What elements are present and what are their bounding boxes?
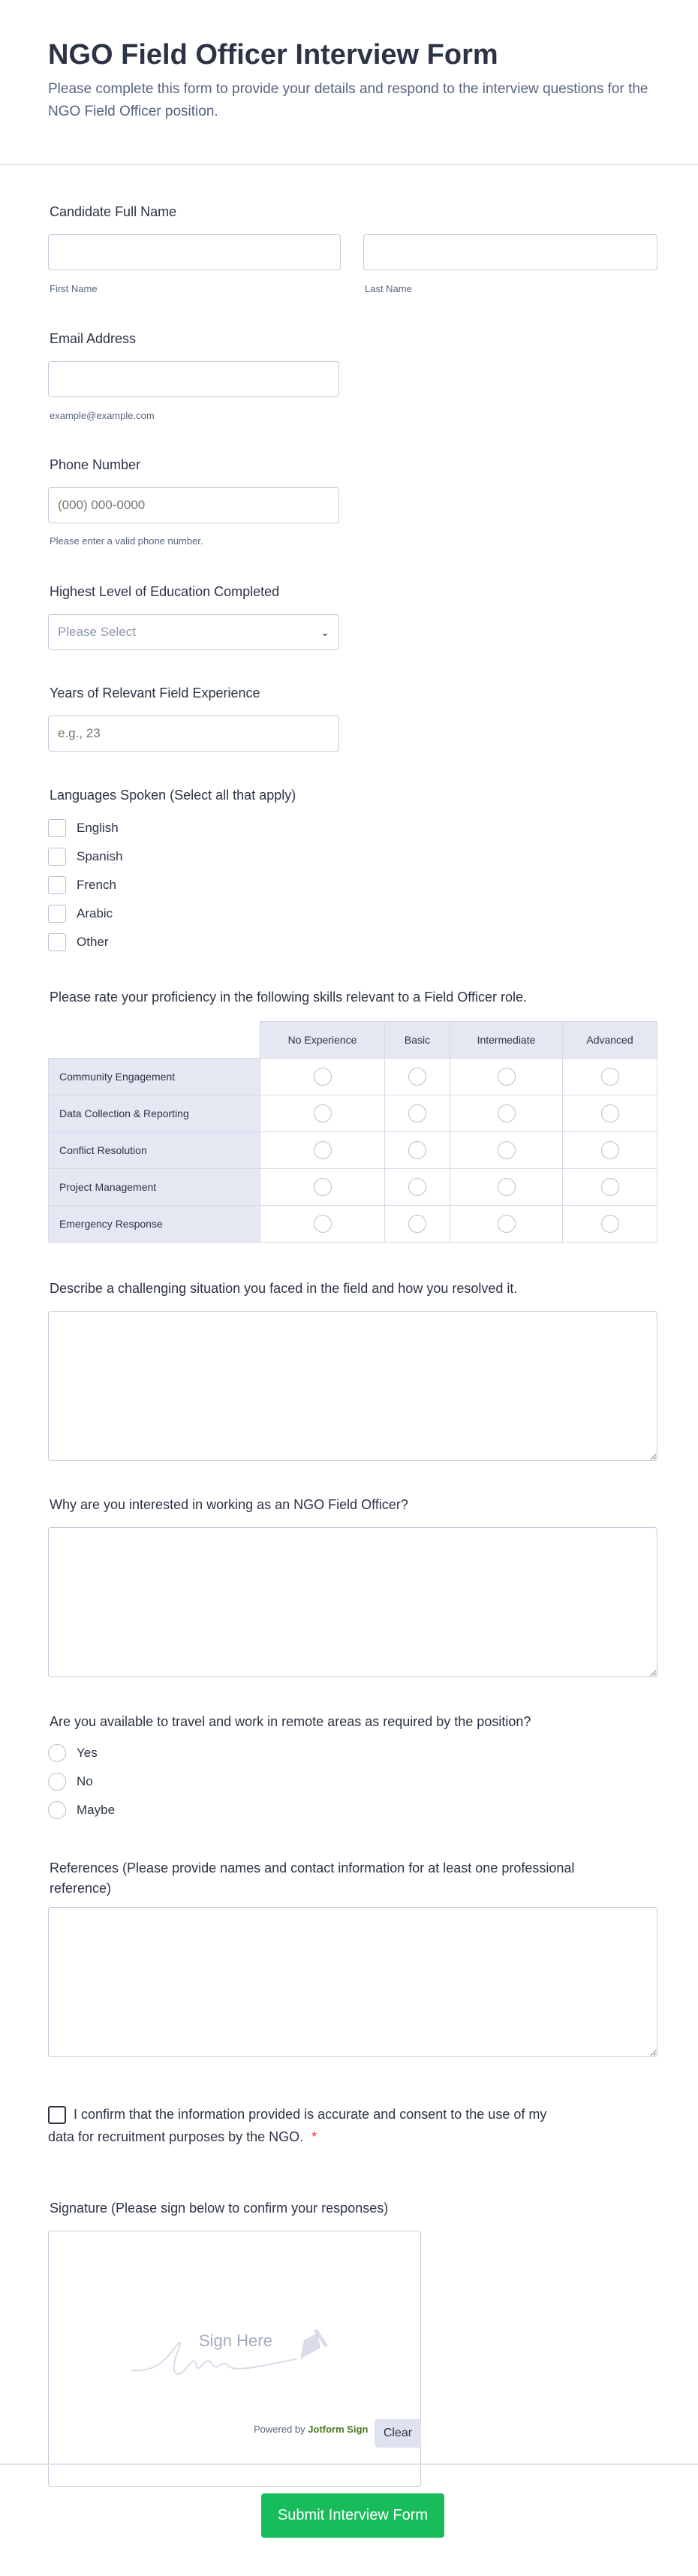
matrix-radio[interactable] xyxy=(314,1178,332,1196)
education-select[interactable] xyxy=(48,614,339,650)
matrix-cell xyxy=(260,1206,385,1243)
experience-input[interactable] xyxy=(48,716,339,752)
checkbox[interactable] xyxy=(48,819,66,837)
matrix-radio[interactable] xyxy=(498,1141,516,1159)
option-label: Yes xyxy=(77,1746,98,1760)
last-name-input[interactable] xyxy=(363,234,657,270)
matrix-label: Please rate your proficiency in the following skills relevant to a Field Officer role. xyxy=(50,990,527,1005)
submit-button[interactable]: Submit Interview Form xyxy=(261,2493,444,2538)
matrix-cell xyxy=(563,1206,657,1243)
matrix-radio[interactable] xyxy=(408,1178,426,1196)
option-label: No xyxy=(77,1774,93,1788)
phone-label: Phone Number xyxy=(50,457,141,472)
matrix-cell xyxy=(260,1059,385,1095)
matrix-radio[interactable] xyxy=(408,1068,426,1086)
language-option-spanish[interactable] xyxy=(48,848,122,866)
travel-option-no[interactable] xyxy=(48,1773,93,1791)
matrix-row xyxy=(49,1132,657,1169)
matrix-cell xyxy=(450,1059,563,1095)
option-label: Maybe xyxy=(77,1803,116,1817)
matrix-row xyxy=(49,1169,657,1206)
jotform-sign-link[interactable]: Jotform Sign xyxy=(308,2424,369,2435)
challenge-textarea[interactable] xyxy=(48,1311,657,1461)
matrix-radio[interactable] xyxy=(498,1068,516,1086)
option-label: Arabic xyxy=(77,906,113,920)
matrix-radio[interactable] xyxy=(601,1178,619,1196)
matrix-radio[interactable] xyxy=(408,1104,426,1122)
language-option-other[interactable] xyxy=(48,933,109,951)
signature-label: Signature (Please sign below to confirm your responses) xyxy=(50,2201,389,2216)
matrix-radio[interactable] xyxy=(601,1215,619,1233)
matrix-row-label: Emergency Response xyxy=(49,1206,260,1243)
signature-pen-icon xyxy=(124,2325,349,2385)
first-name-input[interactable] xyxy=(48,234,341,270)
matrix-col-header: No Experience xyxy=(260,1022,385,1059)
matrix-cell xyxy=(385,1095,450,1132)
consent-checkbox[interactable] xyxy=(48,2106,66,2124)
matrix-cell xyxy=(563,1095,657,1132)
matrix-row-label: Data Collection & Reporting xyxy=(49,1095,260,1132)
matrix-radio[interactable] xyxy=(314,1215,332,1233)
signature-pad[interactable] xyxy=(48,2231,421,2487)
travel-option-maybe[interactable] xyxy=(48,1801,115,1819)
language-option-english[interactable] xyxy=(48,819,119,837)
matrix-cell xyxy=(260,1132,385,1169)
matrix-radio[interactable] xyxy=(498,1178,516,1196)
header-divider xyxy=(0,164,698,165)
language-option-arabic[interactable] xyxy=(48,905,113,923)
checkbox[interactable] xyxy=(48,876,66,894)
matrix-row xyxy=(49,1059,657,1095)
matrix-radio[interactable] xyxy=(314,1068,332,1086)
phone-input[interactable] xyxy=(48,487,339,523)
travel-label: Are you available to travel and work in remote areas as required by the position? xyxy=(50,1714,531,1729)
consent-text: I confirm that the information provided is accurate and consent to the use of my data for recruitment purposes by the NGO. xyxy=(48,2107,547,2144)
powered-by xyxy=(254,2424,368,2435)
matrix-cell xyxy=(260,1169,385,1206)
matrix-radio[interactable] xyxy=(601,1104,619,1122)
matrix-radio[interactable] xyxy=(601,1068,619,1086)
option-label: English xyxy=(77,821,119,835)
email-input[interactable] xyxy=(48,361,339,397)
checkbox[interactable] xyxy=(48,848,66,866)
references-textarea[interactable] xyxy=(48,1907,657,2057)
powered-by-text: Powered by xyxy=(254,2424,305,2435)
matrix-row-label: Community Engagement xyxy=(49,1059,260,1095)
languages-label: Languages Spoken (Select all that apply) xyxy=(50,788,296,803)
matrix-cell xyxy=(450,1132,563,1169)
references-label: References (Please provide names and contact information for at least one professional reference) xyxy=(50,1860,575,1896)
matrix-col-header: Basic xyxy=(385,1022,450,1059)
last-name-sublabel: Last Name xyxy=(365,283,412,294)
matrix-cell xyxy=(260,1095,385,1132)
matrix-cell xyxy=(450,1169,563,1206)
checkbox[interactable] xyxy=(48,933,66,951)
radio-button[interactable] xyxy=(48,1773,66,1791)
matrix-radio[interactable] xyxy=(314,1104,332,1122)
matrix-cell xyxy=(450,1206,563,1243)
full-name-label: Candidate Full Name xyxy=(50,204,177,219)
experience-label: Years of Relevant Field Experience xyxy=(50,685,260,700)
matrix-col-header: Intermediate xyxy=(450,1022,563,1059)
matrix-cell xyxy=(385,1132,450,1169)
matrix-col-header: Advanced xyxy=(563,1022,657,1059)
email-label: Email Address xyxy=(50,331,137,346)
first-name-sublabel: First Name xyxy=(50,283,98,294)
matrix-cell xyxy=(563,1059,657,1095)
clear-signature-button[interactable]: Clear xyxy=(375,2419,421,2448)
matrix-row-label: Conflict Resolution xyxy=(49,1132,260,1169)
option-label: Other xyxy=(77,935,109,949)
matrix-cell xyxy=(563,1169,657,1206)
matrix-radio[interactable] xyxy=(498,1215,516,1233)
language-option-french[interactable] xyxy=(48,876,116,894)
matrix-row-label: Project Management xyxy=(49,1169,260,1206)
matrix-radio[interactable] xyxy=(408,1141,426,1159)
sign-here-placeholder: Sign Here xyxy=(199,2331,272,2350)
matrix-row xyxy=(49,1206,657,1243)
matrix-radio[interactable] xyxy=(314,1141,332,1159)
matrix-radio[interactable] xyxy=(408,1215,426,1233)
page-subtitle: Please complete this form to provide your details and respond to the interview questions for the NGO Field Officer position. xyxy=(48,81,648,119)
footer-divider xyxy=(0,2463,698,2465)
challenge-label: Describe a challenging situation you faced in the field and how you resolved it. xyxy=(50,1281,518,1296)
education-label: Highest Level of Education Completed xyxy=(50,584,280,599)
matrix-radio[interactable] xyxy=(498,1104,516,1122)
matrix-corner xyxy=(49,1022,260,1059)
interest-textarea[interactable] xyxy=(48,1527,657,1677)
matrix-cell xyxy=(385,1206,450,1243)
interest-label: Why are you interested in working as an NGO Field Officer? xyxy=(50,1497,408,1512)
option-label: French xyxy=(77,878,116,892)
consent-field xyxy=(48,2103,573,2148)
page-title: NGO Field Officer Interview Form xyxy=(48,39,498,71)
matrix-row xyxy=(49,1095,657,1132)
radio-button[interactable] xyxy=(48,1801,66,1819)
phone-sublabel: Please enter a valid phone number. xyxy=(50,535,203,547)
checkbox[interactable] xyxy=(48,905,66,923)
matrix-cell xyxy=(385,1169,450,1206)
chevron-down-icon: ⌄ xyxy=(320,625,329,638)
email-sublabel: example@example.com xyxy=(50,410,155,421)
matrix-cell xyxy=(563,1132,657,1169)
education-selected: Please Select xyxy=(58,625,136,639)
travel-option-yes[interactable] xyxy=(48,1744,98,1762)
option-label: Spanish xyxy=(77,849,123,863)
matrix-cell xyxy=(385,1059,450,1095)
required-asterisk: * xyxy=(311,2129,317,2144)
matrix-cell xyxy=(450,1095,563,1132)
matrix-radio[interactable] xyxy=(601,1141,619,1159)
skills-matrix xyxy=(48,1021,657,1243)
radio-button[interactable] xyxy=(48,1744,66,1762)
